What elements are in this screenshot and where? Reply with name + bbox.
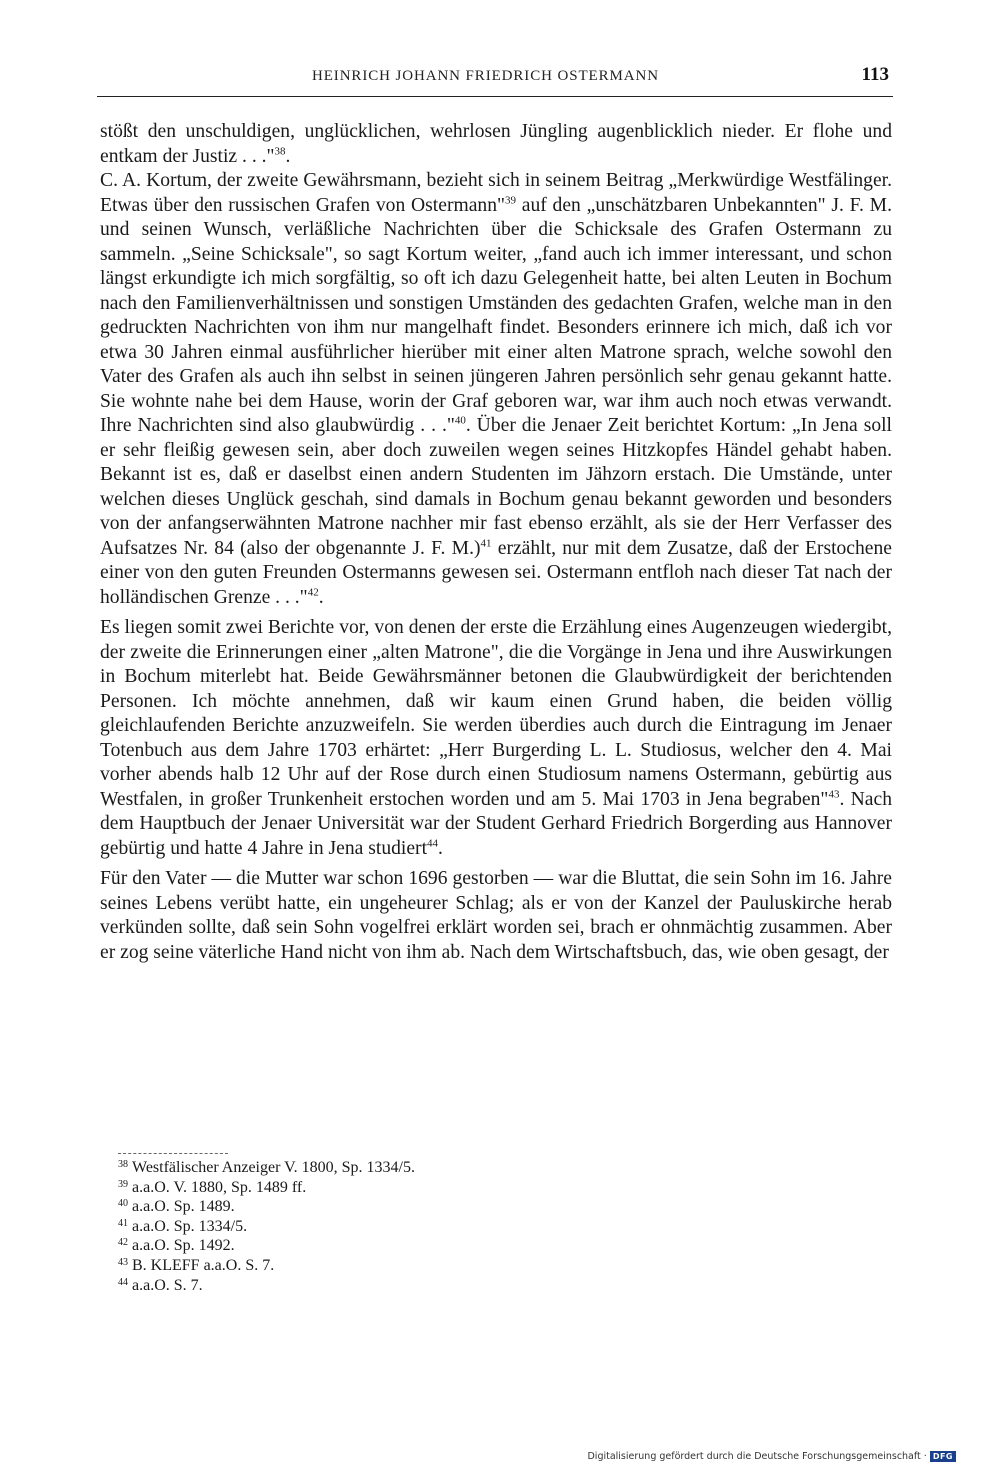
dfg-logo: DFG [930,1451,956,1462]
paragraph-text: C. A. Kortum, der zweite Gewährsmann, bezieht sich in seinem Beitrag „Merkwürdige Westfälinger. Etwas über den russischen Grafen von Ostermann" [100,170,892,216]
paragraph-text: . Nach dem Hauptbuch der Jenaer Universität war der Student Gerhard Friedrich Borgerding aus Hannover gebürtig und hatte 4 Jahre in Jena studiert [100,788,892,859]
footnote-ref-41[interactable]: 41 [480,536,492,549]
footnote-text: a.a.O. V. 1880, Sp. 1489 ff. [132,1178,307,1196]
footnote-ref-44[interactable]: 44 [427,836,439,849]
footnotes [118,1158,818,1295]
footnote-ref-38[interactable]: 38 [274,144,286,157]
footnote-text: a.a.O. Sp. 1492. [132,1237,235,1255]
footnote-40 [118,1197,818,1217]
footnote-number: 38 [118,1159,128,1170]
footnote-number: 40 [118,1198,128,1210]
body-text [100,120,892,971]
page-number: 113 [861,64,889,85]
paragraph-4 [100,867,892,965]
paragraph-text: . [438,837,443,859]
paragraph-text: . [318,586,324,608]
digitization-credit [587,1451,956,1462]
footnote-39 [118,1178,818,1198]
footnote-38 [118,1158,818,1178]
paragraph-3 [100,616,892,861]
footnote-ref-43[interactable]: 43 [828,787,840,800]
page-header [97,66,893,97]
paragraph-text: auf den „unschätzbaren Unbekannten" J. F. M. und seinen Wunsch, verläßliche Nachrichten über die Schicksale des Grafen Ostermann zu sammeln. „Seine Schicksale", so sagt Kortum weiter, „fand auch ich immer interessant, und schon längst erkundigte ich mich sorgfältig, so oft ich dazu Gelegenheit hatte, bei alten Leuten in Bochum nach den Familienverhältnissen und sonstigen Umständen des gedachten Grafen, welche man in den gedruckten Nachrichten von ihm nur mangelhaft findet. Besonders erinnere ich mich, daß ich vor etwa 30 Jahren einmal ausführlicher hierüber mit einer alten Matrone sprach, welche sowohl den Vater des Grafen als auch ihn selbst in seinen jüngeren Jahren persönlich sehr genau gekannt hatte. Sie wohnte nahe bei dem Hause, worin der Graf geboren war, war ihm auch noch etwas verwandt. Ihre Nachrichten sind also glaubwürdig . . ." [100,194,892,436]
footnote-number: 43 [118,1256,128,1268]
footnote-ref-39[interactable]: 39 [505,193,516,206]
footnote-number: 44 [118,1276,128,1288]
paragraph-1 [100,120,892,169]
paragraph-2 [100,169,892,610]
footnote-number: 42 [118,1237,128,1249]
paragraph-text: Es liegen somit zwei Berichte vor, von denen der erste die Erzählung eines Augenzeugen wiedergibt, der zweite die Erinnerungen einer „alten Matrone", die die Vorgänge in Jena und ihre Auswirkungen in Bochum miterlebt hat. Beide Gewährsmänner betonen die Glaubwürdigkeit der berichtenden Personen. Ich möchte annehmen, daß wir kaum einen Grund haben, die beiden völlig gleichlaufenden Berichte anzuzweifeln. Sie werden überdies auch durch die Eintragung im Jenaer Totenbuch aus dem Jahre 1703 erhärtet: „Herr Burgerding L. L. Studiosus, welcher den 4. Mai vorher abends halb 12 Uhr auf der Rose durch einen Studiosum namens Ostermann, gebürtig aus Westfalen, in großer Trunkenheit erstochen worden und am 5. Mai 1703 in Jena begraben" [100,617,892,810]
footnote-text: Westfälischer Anzeiger V. 1800, Sp. 1334/5. [132,1159,415,1176]
footnote-number: 41 [118,1217,128,1229]
paragraph-text: erzählt, nur mit dem Zusatze, daß der Erstochene einer von den guten Freunden Ostermanns gewesen sei. Ostermann entfloh nach dieser Tat nach der holländischen Grenze . . ." [100,537,892,608]
paragraph-text: . [285,145,291,167]
footnote-ref-42[interactable]: 42 [307,585,319,598]
footnote-43 [118,1256,818,1276]
footnote-41 [118,1217,818,1237]
paragraph-text: . Über die Jenaer Zeit berichtet Kortum: „In Jena soll er sehr fleißig gewesen sein, aber doch zuweilen wegen seines Hitzkopfes Händel gehabt haben. Bekannt ist es, daß er daselbst einen andern Studenten im Jähzorn erstach. Die Umstände, unter welchen dieses Unglück geschah, sind damals in Bochum genau bekannt geworden und besonders von der anfangserwähnten Matrone nachher mir fast ebenso erzählt, als sie der Herr Verfasser des Aufsatzes Nr. 84 (also der obgenannte J. F. M.) [100,415,892,559]
credit-text: Digitalisierung gefördert durch die Deutsche Forschungsgemeinschaft · [587,1451,927,1462]
footnote-number: 39 [118,1178,128,1190]
footnote-text: a.a.O. Sp. 1334/5. [132,1217,248,1235]
paragraph-text: Für den Vater — die Mutter war schon 1696 gestorben — war die Bluttat, die sein Sohn im 16. Jahre seines Lebens verübt hatte, ein ungeheurer Schlag; als er von der Kanzel der Pauluskirche herab verkünden sollte, daß sein Sohn vogelfrei erklärt worden sei, brach er ohnmächtig zusammen. Aber er zog seine väterliche Hand nicht von ihm ab. Nach dem Wirtschaftsbuch, das, wie oben gesagt, der [100,868,892,963]
footnote-text: a.a.O. Sp. 1489. [132,1198,235,1216]
running-head: HEINRICH JOHANN FRIEDRICH OSTERMANN [312,68,659,84]
footnote-ref-40[interactable]: 40 [454,414,466,427]
footnote-text: a.a.O. S. 7. [132,1276,203,1294]
footnote-44 [118,1276,818,1296]
paragraph-text: stößt den unschuldigen, unglücklichen, wehrlosen Jüngling augenblicklich nieder. Er flohe und entkam der Justiz . . ." [100,121,892,167]
footnote-text: B. KLEFF a.a.O. S. 7. [132,1256,275,1274]
footnote-42 [118,1236,818,1256]
footnote-separator [118,1153,228,1154]
